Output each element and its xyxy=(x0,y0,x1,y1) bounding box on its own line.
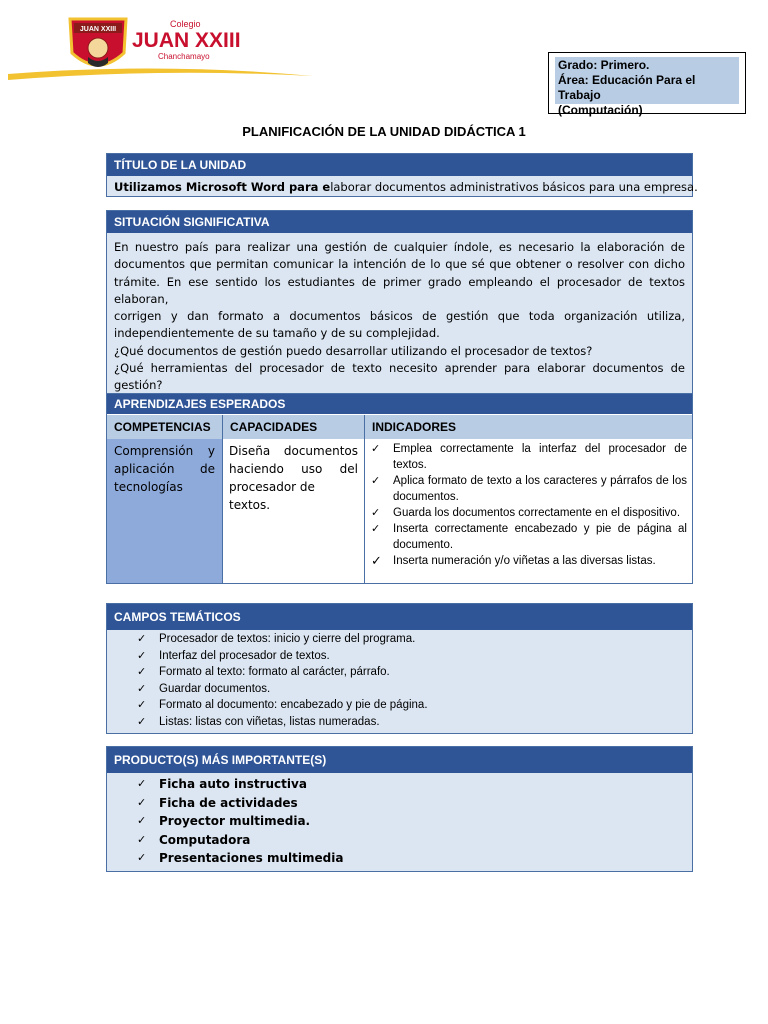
check-icon: ✓ xyxy=(371,507,381,519)
indicador-text: Aplica formato de texto a los caracteres y párrafos de los documentos. xyxy=(393,475,687,503)
check-icon: ✓ xyxy=(371,475,381,487)
situacion-line: corrigen y dan formato a documentos básicos de gestión que toda organización utiliza, xyxy=(114,309,685,324)
indicador-text: Inserta numeración y/o viñetas a las diversas listas. xyxy=(393,555,656,567)
check-icon: ✓ xyxy=(137,699,147,711)
check-icon: ✓ xyxy=(371,523,381,535)
indicador-item xyxy=(371,521,687,553)
campo-text: Listas: listas con viñetas, listas numeradas. xyxy=(159,715,380,728)
situacion-header: SITUACIÓN SIGNIFICATIVA xyxy=(107,211,692,233)
productos-header: PRODUCTO(S) MÁS IMPORTANTE(S) xyxy=(107,747,692,773)
competencia-cell xyxy=(107,439,223,583)
check-icon: ✓ xyxy=(137,832,147,846)
indicadores-cell xyxy=(365,439,692,583)
producto-text: Proyector multimedia. xyxy=(159,814,311,828)
area-line: Área: Educación Para el Trabajo xyxy=(558,73,696,102)
indicador-text: Emplea correctamente la interfaz del procesador de textos. xyxy=(393,443,687,471)
logo-colegio-text: Colegio xyxy=(170,19,201,29)
productos-list xyxy=(107,773,692,871)
situacion-line: documentos que permitan comunicar la intención de lo que sé que obtener o resolver con dicho xyxy=(114,257,685,272)
competencia-line: tecnologías xyxy=(114,480,183,494)
producto-item xyxy=(137,831,692,850)
aprendizajes-table xyxy=(106,393,693,584)
check-icon: ✓ xyxy=(371,443,381,455)
grado-info-box xyxy=(548,52,746,117)
check-icon: ✓ xyxy=(371,553,382,568)
campo-item xyxy=(137,681,692,698)
situacion-line: independientemente de su tamaño y de su complejidad. xyxy=(114,326,440,341)
campo-item xyxy=(137,714,692,731)
situacion-question-2: ¿Qué herramientas del procesador de texto necesito aprender para elaborar documentos de gestión? xyxy=(114,361,685,393)
producto-item xyxy=(137,794,692,813)
indicador-item xyxy=(371,553,687,569)
campo-text: Procesador de textos: inicio y cierre del programa. xyxy=(159,633,416,645)
area-subline: (Computación) xyxy=(558,103,643,117)
capacidad-line: procesador de textos. xyxy=(229,480,315,512)
indicador-item xyxy=(371,473,687,505)
indicador-text: Inserta correctamente encabezado y pie de página al documento. xyxy=(393,523,687,551)
campo-item xyxy=(137,648,692,665)
producto-item xyxy=(137,775,692,794)
titulo-unidad-section xyxy=(106,153,698,197)
producto-item xyxy=(137,812,692,831)
titulo-unidad-header: TÍTULO DE LA UNIDAD xyxy=(107,154,692,176)
situacion-significativa-section xyxy=(106,210,693,402)
col-indicadores: INDICADORES xyxy=(365,415,692,439)
campo-item xyxy=(137,697,692,714)
campos-tematicos-section xyxy=(106,603,693,734)
situacion-body xyxy=(107,233,692,401)
titulo-bold-part: Utilizamos Microsoft Word para e xyxy=(114,180,331,194)
campo-text: Formato al documento: encabezado y pie de página. xyxy=(159,699,428,711)
document-title: PLANIFICACIÓN DE LA UNIDAD DIDÁCTICA 1 xyxy=(242,124,526,139)
logo-school-name: JUAN XXIII xyxy=(132,29,241,52)
check-icon: ✓ xyxy=(137,715,147,728)
campo-text: Guardar documentos. xyxy=(159,682,271,695)
check-icon: ✓ xyxy=(137,633,147,645)
check-icon: ✓ xyxy=(137,666,147,678)
check-icon: ✓ xyxy=(137,814,147,827)
competencia-line: Comprensión y xyxy=(114,444,215,458)
productos-section xyxy=(106,746,693,872)
indicador-item xyxy=(371,505,687,521)
aprendizajes-header: APRENDIZAJES ESPERADOS xyxy=(107,394,692,414)
competencia-line: aplicación de xyxy=(114,462,215,476)
logo-city-text: Chanchamayo xyxy=(158,52,210,61)
aprendizajes-row xyxy=(107,439,692,583)
situacion-line: trámite. En ese sentido los estudiantes de primer grado empleando el procesador de textos elaboran, xyxy=(114,274,685,306)
producto-text: Computadora xyxy=(159,832,251,847)
titulo-rest: laborar documentos administrativos básicos para una empresa. xyxy=(330,180,698,194)
check-icon: ✓ xyxy=(137,795,147,809)
check-icon: ✓ xyxy=(137,649,147,662)
titulo-unidad-body xyxy=(107,176,698,196)
campo-item xyxy=(137,664,692,681)
col-competencias: COMPETENCIAS xyxy=(107,415,223,439)
producto-text: Ficha auto instructiva xyxy=(159,777,307,791)
aprendizajes-column-headers xyxy=(107,414,692,439)
school-logo xyxy=(8,10,318,80)
grado-line: Grado: Primero. xyxy=(558,58,650,72)
capacidad-line: haciendo uso del xyxy=(229,462,358,476)
capacidad-line: Diseña documentos xyxy=(229,444,358,458)
col-capacidades: CAPACIDADES xyxy=(223,415,365,439)
campo-text: Interfaz del procesador de textos. xyxy=(159,649,330,662)
check-icon: ✓ xyxy=(137,777,147,790)
logo-badge-text: JUAN XXIII xyxy=(79,26,117,33)
campos-header: CAMPOS TEMÁTICOS xyxy=(107,604,692,630)
situacion-question-1: ¿Qué documentos de gestión puedo desarrollar utilizando el procesador de textos? xyxy=(114,343,593,358)
check-icon: ✓ xyxy=(137,682,147,695)
situacion-line: En nuestro país para realizar una gestión de cualquier índole, es necesario la elaboración de xyxy=(114,240,685,254)
producto-text: Presentaciones multimedia xyxy=(159,851,344,865)
campo-item xyxy=(137,631,692,648)
indicador-item xyxy=(371,441,687,473)
check-icon: ✓ xyxy=(137,851,147,864)
campos-list xyxy=(107,630,692,733)
grado-info-content xyxy=(555,57,739,117)
capacidad-cell xyxy=(223,439,365,583)
producto-item xyxy=(137,849,692,868)
campo-text: Formato al texto: formato al carácter, párrafo. xyxy=(159,666,390,678)
producto-text: Ficha de actividades xyxy=(159,795,298,810)
indicador-text: Guarda los documentos correctamente en el dispositivo. xyxy=(393,507,681,519)
